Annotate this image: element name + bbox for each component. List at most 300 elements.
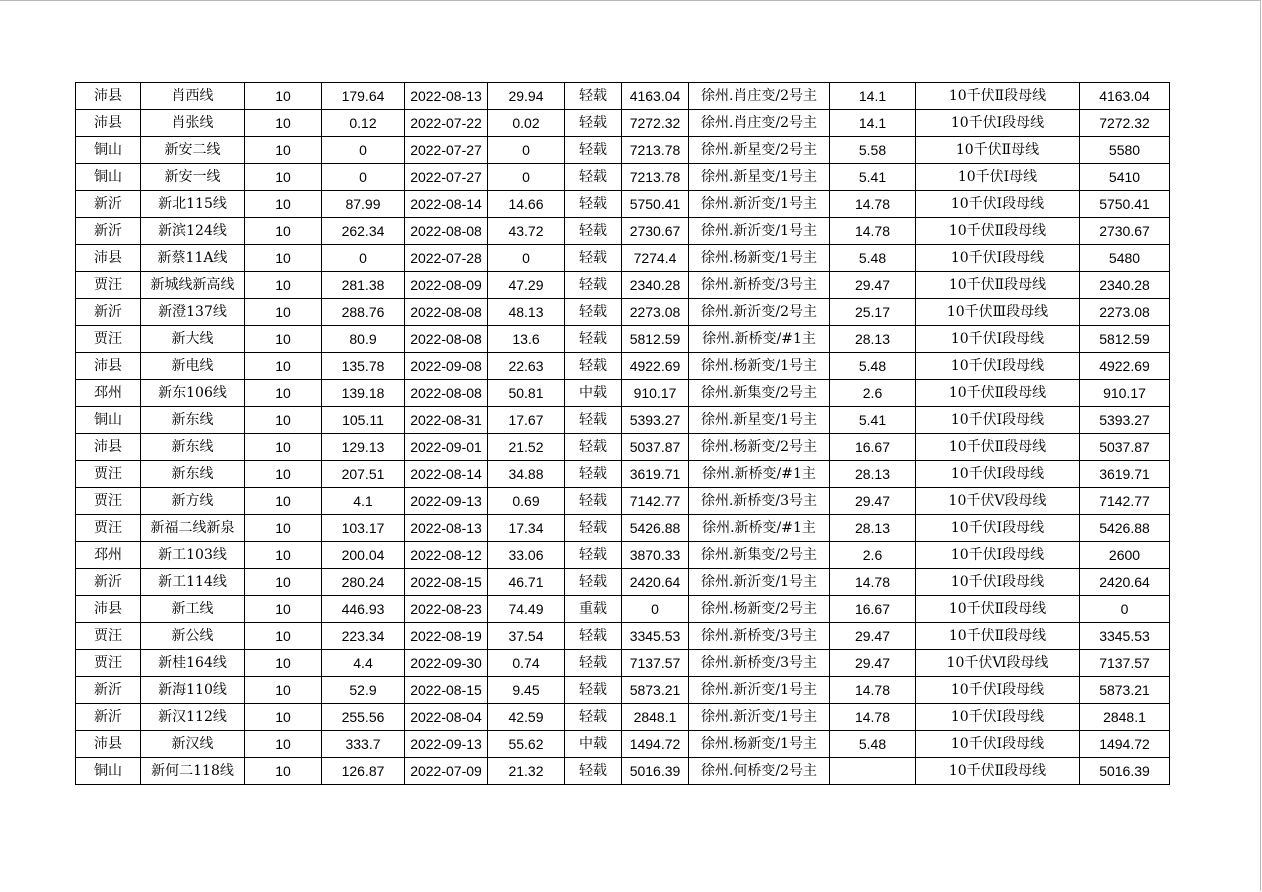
table-row [76,272,1170,299]
cell-load-rate: 14.66 [488,191,565,218]
cell-date: 2022-09-08 [405,353,488,380]
cell-available-capacity: 910.17 [622,380,689,407]
cell-load-status: 轻载 [565,110,622,137]
cell-remaining-capacity: 2600 [1080,542,1170,569]
cell-load-rate: 37.54 [488,623,565,650]
cell-substation-transformer: 徐州.杨新变/1号主 [689,731,830,758]
cell-remaining-capacity: 7272.32 [1080,110,1170,137]
table-row [76,407,1170,434]
cell-available-capacity: 5750.41 [622,191,689,218]
cell-bus-capacity: 28.13 [830,515,916,542]
cell-substation-transformer: 徐州.新沂变/1号主 [689,191,830,218]
cell-substation-transformer: 徐州.杨新变/1号主 [689,245,830,272]
cell-date: 2022-08-12 [405,542,488,569]
cell-current: 52.9 [322,677,405,704]
cell-district: 新沂 [76,677,141,704]
cell-available-capacity: 4163.04 [622,83,689,110]
cell-line-name: 新海110线 [141,677,245,704]
cell-substation-transformer: 徐州.杨新变/1号主 [689,353,830,380]
cell-date: 2022-07-22 [405,110,488,137]
cell-current: 105.11 [322,407,405,434]
cell-current: 333.7 [322,731,405,758]
cell-bus-section: 10千伏Ⅱ段母线 [916,272,1080,299]
cell-voltage: 10 [245,83,322,110]
cell-load-status: 轻载 [565,488,622,515]
cell-substation-transformer: 徐州.何桥变/2号主 [689,758,830,785]
cell-bus-section: 10千伏Ⅴ段母线 [916,488,1080,515]
cell-remaining-capacity: 4922.69 [1080,353,1170,380]
cell-line-name: 新电线 [141,353,245,380]
cell-district: 贾汪 [76,650,141,677]
cell-remaining-capacity: 1494.72 [1080,731,1170,758]
cell-voltage: 10 [245,245,322,272]
cell-voltage: 10 [245,137,322,164]
table-row [76,623,1170,650]
table-row [76,245,1170,272]
cell-line-name: 新方线 [141,488,245,515]
cell-district: 铜山 [76,758,141,785]
cell-load-rate: 50.81 [488,380,565,407]
cell-load-rate: 33.06 [488,542,565,569]
cell-bus-capacity: 29.47 [830,623,916,650]
cell-remaining-capacity: 7137.57 [1080,650,1170,677]
cell-load-status: 轻载 [565,407,622,434]
cell-load-status: 轻载 [565,272,622,299]
cell-load-status: 轻载 [565,569,622,596]
cell-load-status: 中载 [565,731,622,758]
cell-remaining-capacity: 5873.21 [1080,677,1170,704]
cell-substation-transformer: 徐州.肖庄变/2号主 [689,83,830,110]
cell-remaining-capacity: 5580 [1080,137,1170,164]
cell-district: 贾汪 [76,488,141,515]
cell-district: 贾汪 [76,461,141,488]
cell-substation-transformer: 徐州.新星变/1号主 [689,407,830,434]
cell-district: 沛县 [76,245,141,272]
cell-substation-transformer: 徐州.新星变/2号主 [689,137,830,164]
cell-available-capacity: 3345.53 [622,623,689,650]
cell-bus-capacity: 14.1 [830,83,916,110]
cell-date: 2022-07-09 [405,758,488,785]
cell-district: 沛县 [76,83,141,110]
cell-bus-section: 10千伏Ⅲ段母线 [916,299,1080,326]
cell-date: 2022-08-09 [405,272,488,299]
cell-bus-section: 10千伏Ⅰ段母线 [916,569,1080,596]
cell-district: 贾汪 [76,623,141,650]
cell-bus-section: 10千伏Ⅰ段母线 [916,704,1080,731]
cell-date: 2022-09-13 [405,488,488,515]
cell-load-rate: 42.59 [488,704,565,731]
cell-remaining-capacity: 3619.71 [1080,461,1170,488]
cell-available-capacity: 7142.77 [622,488,689,515]
cell-bus-section: 10千伏Ⅰ段母线 [916,677,1080,704]
cell-available-capacity: 5812.59 [622,326,689,353]
cell-voltage: 10 [245,542,322,569]
cell-available-capacity: 3870.33 [622,542,689,569]
cell-district: 贾汪 [76,326,141,353]
cell-voltage: 10 [245,191,322,218]
table-row [76,677,1170,704]
cell-date: 2022-09-01 [405,434,488,461]
cell-line-name: 肖张线 [141,110,245,137]
cell-load-status: 轻载 [565,677,622,704]
cell-date: 2022-08-13 [405,83,488,110]
cell-load-rate: 0.69 [488,488,565,515]
table-row [76,731,1170,758]
cell-bus-capacity: 5.41 [830,164,916,191]
cell-date: 2022-08-04 [405,704,488,731]
cell-current: 288.76 [322,299,405,326]
cell-available-capacity: 2340.28 [622,272,689,299]
cell-load-rate: 34.88 [488,461,565,488]
cell-date: 2022-08-23 [405,596,488,623]
cell-voltage: 10 [245,272,322,299]
cell-remaining-capacity: 2848.1 [1080,704,1170,731]
cell-voltage: 10 [245,569,322,596]
cell-substation-transformer: 徐州.杨新变/2号主 [689,596,830,623]
cell-bus-section: 10千伏Ⅰ段母线 [916,191,1080,218]
cell-bus-capacity: 5.48 [830,731,916,758]
cell-line-name: 新桂164线 [141,650,245,677]
cell-current: 4.4 [322,650,405,677]
cell-load-status: 轻载 [565,704,622,731]
cell-line-name: 新工114线 [141,569,245,596]
cell-line-name: 新蔡11A线 [141,245,245,272]
cell-line-name: 新福二线新泉 [141,515,245,542]
cell-available-capacity: 4922.69 [622,353,689,380]
cell-line-name: 新工线 [141,596,245,623]
cell-remaining-capacity: 5812.59 [1080,326,1170,353]
cell-substation-transformer: 徐州.新桥变/3号主 [689,488,830,515]
cell-date: 2022-08-08 [405,218,488,245]
cell-load-status: 轻载 [565,299,622,326]
cell-voltage: 10 [245,326,322,353]
cell-bus-section: 10千伏Ⅱ段母线 [916,596,1080,623]
table-row [76,83,1170,110]
cell-district: 新沂 [76,191,141,218]
cell-bus-capacity: 14.78 [830,677,916,704]
cell-load-rate: 22.63 [488,353,565,380]
cell-line-name: 新东线 [141,434,245,461]
cell-date: 2022-08-19 [405,623,488,650]
cell-bus-capacity: 14.1 [830,110,916,137]
cell-line-name: 新北115线 [141,191,245,218]
cell-district: 新沂 [76,299,141,326]
cell-bus-section: 10千伏Ⅱ段母线 [916,380,1080,407]
cell-line-name: 新大线 [141,326,245,353]
cell-available-capacity: 7137.57 [622,650,689,677]
cell-current: 87.99 [322,191,405,218]
table-row [76,596,1170,623]
cell-voltage: 10 [245,488,322,515]
cell-remaining-capacity: 5410 [1080,164,1170,191]
cell-load-status: 轻载 [565,137,622,164]
cell-available-capacity: 1494.72 [622,731,689,758]
cell-load-status: 轻载 [565,218,622,245]
cell-bus-section: 10千伏Ⅰ段母线 [916,461,1080,488]
cell-load-status: 轻载 [565,758,622,785]
cell-load-rate: 55.62 [488,731,565,758]
table-row [76,542,1170,569]
cell-current: 4.1 [322,488,405,515]
table-row [76,650,1170,677]
cell-bus-section: 10千伏Ⅰ段母线 [916,326,1080,353]
cell-bus-section: 10千伏Ⅰ段母线 [916,245,1080,272]
cell-bus-capacity: 28.13 [830,461,916,488]
cell-voltage: 10 [245,677,322,704]
cell-voltage: 10 [245,758,322,785]
cell-load-status: 轻载 [565,623,622,650]
cell-line-name: 新汉线 [141,731,245,758]
cell-remaining-capacity: 3345.53 [1080,623,1170,650]
cell-substation-transformer: 徐州.新桥变/#1主 [689,515,830,542]
cell-available-capacity: 5426.88 [622,515,689,542]
cell-current: 446.93 [322,596,405,623]
table-row [76,326,1170,353]
table-row [76,488,1170,515]
cell-date: 2022-07-27 [405,137,488,164]
cell-current: 0 [322,245,405,272]
cell-substation-transformer: 徐州.杨新变/2号主 [689,434,830,461]
cell-bus-section: 10千伏Ⅰ段母线 [916,110,1080,137]
cell-substation-transformer: 徐州.新集变/2号主 [689,542,830,569]
cell-date: 2022-08-15 [405,569,488,596]
cell-voltage: 10 [245,299,322,326]
cell-line-name: 肖西线 [141,83,245,110]
table-body [76,83,1170,785]
cell-bus-capacity: 16.67 [830,434,916,461]
cell-voltage: 10 [245,218,322,245]
cell-substation-transformer: 徐州.新桥变/3号主 [689,623,830,650]
cell-district: 沛县 [76,353,141,380]
cell-load-rate: 48.13 [488,299,565,326]
cell-current: 280.24 [322,569,405,596]
cell-voltage: 10 [245,461,322,488]
cell-bus-capacity: 29.47 [830,650,916,677]
cell-bus-section: 10千伏Ⅱ段母线 [916,218,1080,245]
cell-bus-section: 10千伏Ⅵ段母线 [916,650,1080,677]
cell-available-capacity: 2730.67 [622,218,689,245]
cell-bus-capacity: 29.47 [830,272,916,299]
cell-substation-transformer: 徐州.新沂变/2号主 [689,299,830,326]
cell-current: 262.34 [322,218,405,245]
cell-load-rate: 0 [488,245,565,272]
cell-load-rate: 0 [488,164,565,191]
cell-remaining-capacity: 5426.88 [1080,515,1170,542]
cell-substation-transformer: 徐州.新桥变/3号主 [689,650,830,677]
cell-date: 2022-08-08 [405,326,488,353]
cell-line-name: 新工103线 [141,542,245,569]
cell-voltage: 10 [245,434,322,461]
cell-bus-section: 10千伏Ⅰ段母线 [916,542,1080,569]
cell-bus-section: 10千伏Ⅱ段母线 [916,83,1080,110]
cell-current: 0 [322,164,405,191]
cell-load-rate: 74.49 [488,596,565,623]
cell-date: 2022-09-13 [405,731,488,758]
cell-load-rate: 29.94 [488,83,565,110]
cell-current: 179.64 [322,83,405,110]
cell-voltage: 10 [245,515,322,542]
cell-current: 126.87 [322,758,405,785]
cell-load-rate: 43.72 [488,218,565,245]
cell-available-capacity: 2848.1 [622,704,689,731]
cell-date: 2022-08-31 [405,407,488,434]
table-row [76,704,1170,731]
cell-bus-capacity: 5.58 [830,137,916,164]
cell-date: 2022-08-14 [405,191,488,218]
cell-current: 80.9 [322,326,405,353]
cell-line-name: 新公线 [141,623,245,650]
cell-line-name: 新汉112线 [141,704,245,731]
cell-remaining-capacity: 5750.41 [1080,191,1170,218]
cell-remaining-capacity: 7142.77 [1080,488,1170,515]
cell-substation-transformer: 徐州.新沂变/1号主 [689,704,830,731]
cell-load-status: 轻载 [565,191,622,218]
cell-current: 281.38 [322,272,405,299]
cell-load-rate: 0.74 [488,650,565,677]
data-table [75,82,1170,785]
cell-bus-capacity: 2.6 [830,380,916,407]
table-row [76,218,1170,245]
cell-load-status: 轻载 [565,515,622,542]
cell-current: 0 [322,137,405,164]
cell-district: 沛县 [76,434,141,461]
cell-date: 2022-08-13 [405,515,488,542]
cell-bus-capacity: 29.47 [830,488,916,515]
cell-remaining-capacity: 2340.28 [1080,272,1170,299]
cell-voltage: 10 [245,353,322,380]
cell-bus-section: 10千伏Ⅰ段母线 [916,353,1080,380]
cell-date: 2022-07-28 [405,245,488,272]
cell-remaining-capacity: 2273.08 [1080,299,1170,326]
cell-remaining-capacity: 910.17 [1080,380,1170,407]
cell-voltage: 10 [245,407,322,434]
cell-load-rate: 21.32 [488,758,565,785]
cell-available-capacity: 7213.78 [622,164,689,191]
cell-load-status: 轻载 [565,164,622,191]
cell-substation-transformer: 徐州.新沂变/1号主 [689,569,830,596]
table-row [76,299,1170,326]
cell-bus-capacity [830,758,916,785]
cell-district: 沛县 [76,731,141,758]
cell-bus-section: 10千伏Ⅱ段母线 [916,623,1080,650]
cell-voltage: 10 [245,110,322,137]
cell-bus-capacity: 5.48 [830,245,916,272]
cell-line-name: 新滨124线 [141,218,245,245]
cell-load-rate: 9.45 [488,677,565,704]
cell-available-capacity: 0 [622,596,689,623]
cell-voltage: 10 [245,164,322,191]
cell-district: 新沂 [76,704,141,731]
cell-district: 铜山 [76,164,141,191]
cell-available-capacity: 7274.4 [622,245,689,272]
cell-district: 贾汪 [76,515,141,542]
cell-remaining-capacity: 5480 [1080,245,1170,272]
cell-bus-capacity: 2.6 [830,542,916,569]
table-row [76,353,1170,380]
cell-substation-transformer: 徐州.新桥变/3号主 [689,272,830,299]
cell-remaining-capacity: 5037.87 [1080,434,1170,461]
cell-load-rate: 0.02 [488,110,565,137]
cell-load-status: 轻载 [565,650,622,677]
cell-current: 223.34 [322,623,405,650]
cell-available-capacity: 5873.21 [622,677,689,704]
table-row [76,110,1170,137]
cell-load-status: 重载 [565,596,622,623]
cell-bus-capacity: 5.48 [830,353,916,380]
cell-remaining-capacity: 2730.67 [1080,218,1170,245]
table-row [76,380,1170,407]
cell-district: 新沂 [76,569,141,596]
cell-load-rate: 46.71 [488,569,565,596]
cell-bus-section: 10千伏Ⅰ母线 [916,164,1080,191]
cell-load-status: 轻载 [565,542,622,569]
cell-bus-capacity: 14.78 [830,191,916,218]
cell-load-status: 轻载 [565,434,622,461]
cell-current: 200.04 [322,542,405,569]
cell-line-name: 新东线 [141,407,245,434]
cell-bus-section: 10千伏Ⅱ段母线 [916,758,1080,785]
cell-load-status: 轻载 [565,326,622,353]
cell-line-name: 新东线 [141,461,245,488]
cell-remaining-capacity: 4163.04 [1080,83,1170,110]
cell-load-status: 轻载 [565,245,622,272]
cell-district: 新沂 [76,218,141,245]
cell-bus-section: 10千伏Ⅰ段母线 [916,407,1080,434]
cell-line-name: 新安二线 [141,137,245,164]
cell-date: 2022-08-08 [405,299,488,326]
cell-bus-capacity: 14.78 [830,218,916,245]
cell-district: 沛县 [76,110,141,137]
cell-bus-capacity: 14.78 [830,569,916,596]
cell-current: 255.56 [322,704,405,731]
cell-line-name: 新澄137线 [141,299,245,326]
cell-current: 139.18 [322,380,405,407]
cell-load-status: 轻载 [565,353,622,380]
cell-substation-transformer: 徐州.新星变/1号主 [689,164,830,191]
cell-bus-section: 10千伏Ⅰ段母线 [916,731,1080,758]
table-row [76,461,1170,488]
cell-load-rate: 17.34 [488,515,565,542]
cell-district: 铜山 [76,407,141,434]
cell-bus-capacity: 16.67 [830,596,916,623]
cell-bus-section: 10千伏Ⅰ段母线 [916,515,1080,542]
cell-available-capacity: 5393.27 [622,407,689,434]
cell-line-name: 新安一线 [141,164,245,191]
cell-bus-capacity: 28.13 [830,326,916,353]
cell-load-rate: 13.6 [488,326,565,353]
cell-load-rate: 21.52 [488,434,565,461]
cell-available-capacity: 5037.87 [622,434,689,461]
cell-substation-transformer: 徐州.肖庄变/2号主 [689,110,830,137]
cell-remaining-capacity: 5393.27 [1080,407,1170,434]
cell-bus-capacity: 14.78 [830,704,916,731]
cell-substation-transformer: 徐州.新桥变/#1主 [689,461,830,488]
cell-district: 沛县 [76,596,141,623]
cell-voltage: 10 [245,623,322,650]
cell-district: 贾汪 [76,272,141,299]
cell-district: 邳州 [76,542,141,569]
cell-available-capacity: 2273.08 [622,299,689,326]
table-row [76,137,1170,164]
cell-substation-transformer: 徐州.新沂变/1号主 [689,218,830,245]
cell-bus-capacity: 5.41 [830,407,916,434]
table-row [76,434,1170,461]
table-row [76,164,1170,191]
cell-date: 2022-09-30 [405,650,488,677]
cell-load-rate: 17.67 [488,407,565,434]
cell-remaining-capacity: 2420.64 [1080,569,1170,596]
cell-bus-section: 10千伏Ⅱ段母线 [916,434,1080,461]
